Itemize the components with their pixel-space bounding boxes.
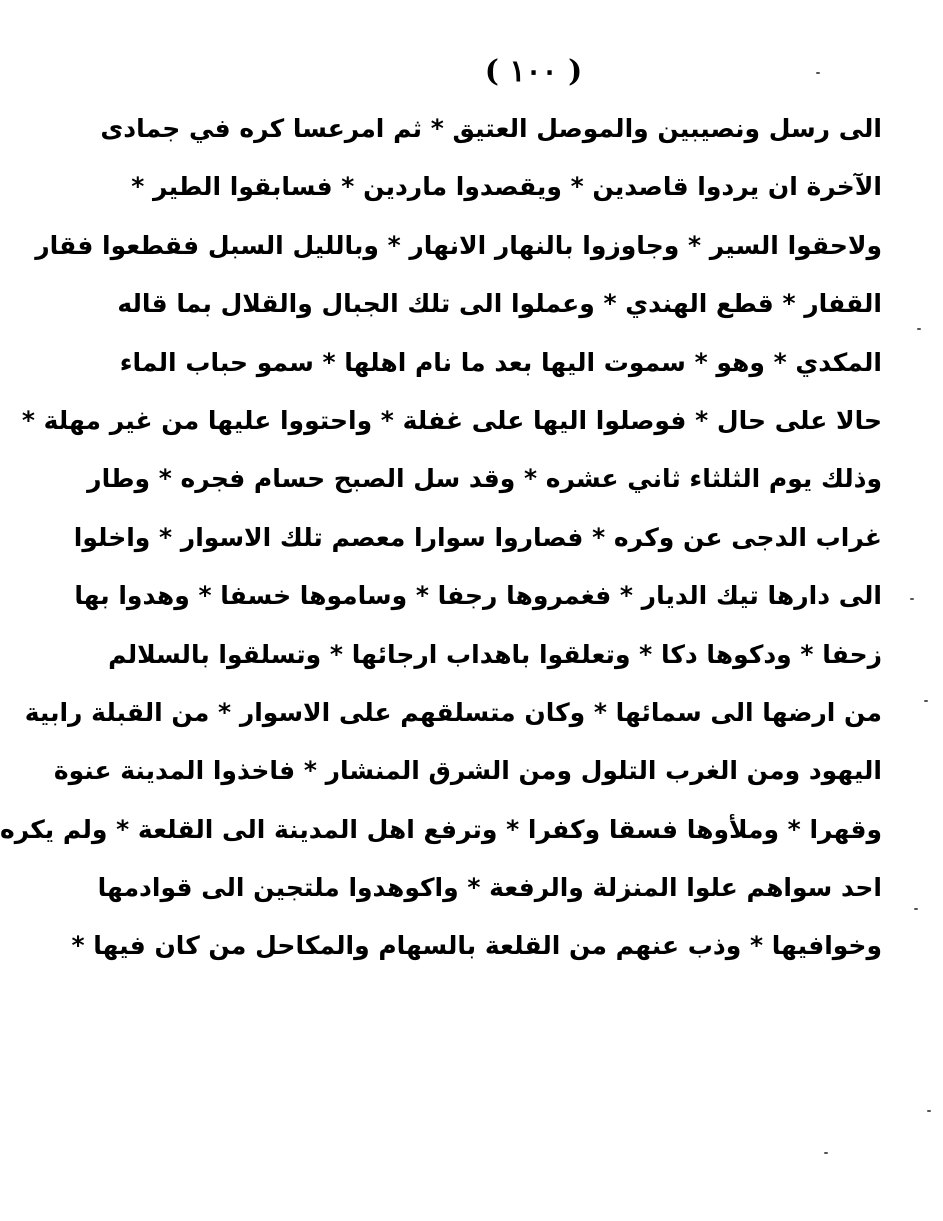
text-block [0, 100, 882, 976]
text-line-4: القفار * قطع الهندي * وعملوا الى تلك الجبال والقلال بما قاله [117, 289, 882, 319]
scan-speck [824, 1152, 828, 1154]
text-line-9: الى دارها تيك الديار * فغمروها رجفا * وساموها خسفا * وهدوا بها [74, 581, 882, 611]
text-line-7: وذلك يوم الثلثاء ثاني عشره * وقد سل الصبح حسام فجره * وطار [87, 464, 882, 494]
text-line-13: وقهرا * وملأوها فسقا وكفرا * وترفع اهل المدينة الى القلعة * ولم يكره [0, 814, 882, 844]
text-line-12: اليهود ومن الغرب التلول ومن الشرق المنشار * فاخذوا المدينة عنوة [53, 756, 882, 786]
text-line-3: ولاحقوا السير * وجاوزوا بالنهار الانهار * وبالليل السبل فقطعوا فقار [35, 230, 882, 260]
text-line-5: المكدي * وهو * سموت اليها بعد ما نام اهلها * سمو حباب الماء [119, 347, 882, 377]
text-line-14: احد سواهم علوا المنزلة والرفعة * واكوهدوا ملتجين الى قوادمها [97, 873, 882, 903]
scan-speck [927, 1110, 931, 1112]
text-line-1: الى رسل ونصيبين والموصل العتيق * ثم امرعسا كره في جمادى [100, 114, 882, 143]
page-number: ( ١٠٠ ) [484, 54, 583, 89]
scan-speck [816, 72, 820, 74]
text-line-10: زحفا * ودكوها دكا * وتعلقوا باهداب ارجائها * وتسلقوا بالسلالم [108, 639, 882, 669]
text-line-2: الآخرة ان يردوا قاصدين * ويقصدوا ماردين * فسابقوا الطير * [131, 172, 882, 202]
text-line-11: من ارضها الى سمائها * وكان متسلقهم على الاسوار * من القبلة رابية [24, 697, 882, 727]
text-line-8: غراب الدجى عن وكره * فصاروا سوارا معصم تلك الاسوار * واخلوا [73, 522, 882, 552]
scan-speck [917, 328, 921, 330]
scan-speck [914, 908, 918, 910]
text-line-15: وخوافيها * وذب عنهم من القلعة بالسهام والمكاحل من كان فيها * [71, 931, 882, 961]
scan-speck [910, 598, 914, 600]
scan-speck [924, 700, 928, 702]
text-line-6: حالا على حال * فوصلوا اليها على غفلة * واحتووا عليها من غير مهلة * [21, 405, 882, 435]
